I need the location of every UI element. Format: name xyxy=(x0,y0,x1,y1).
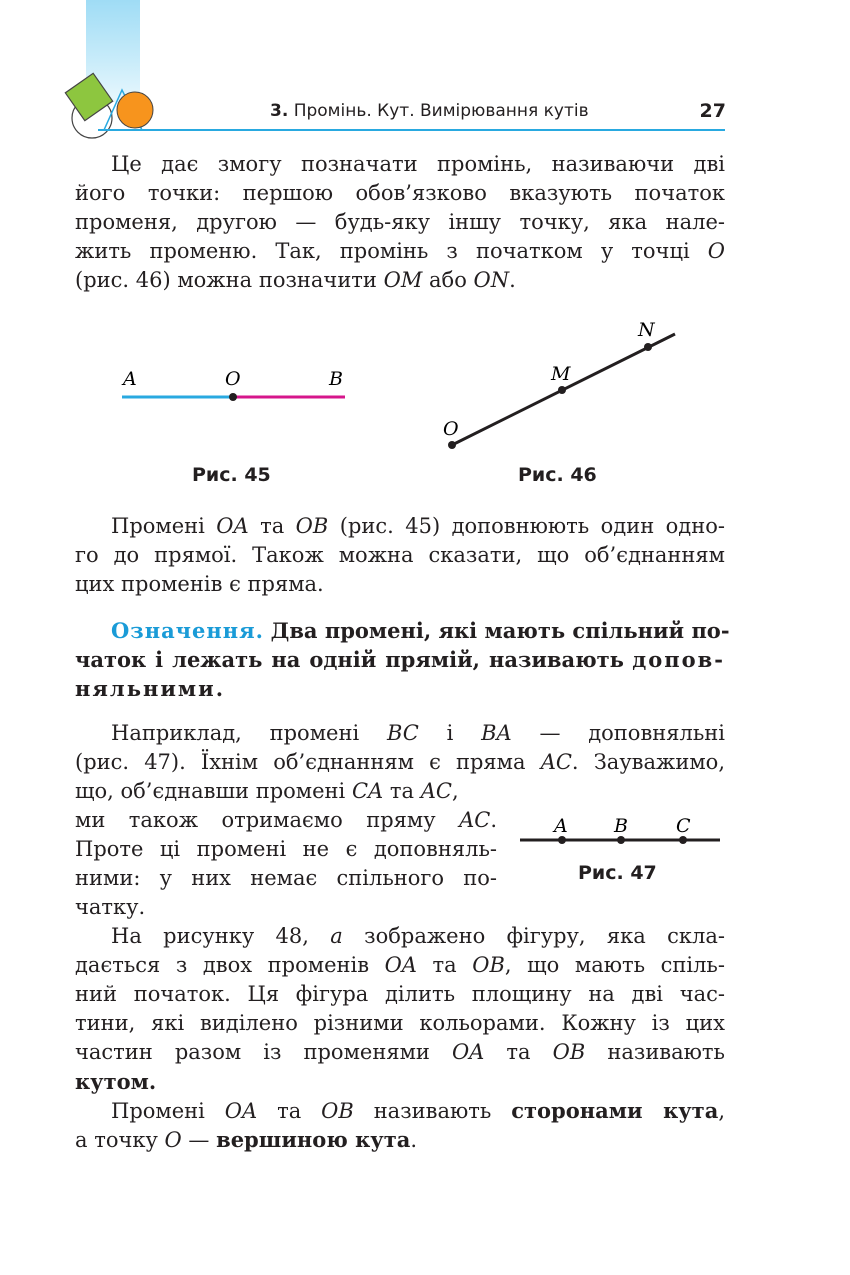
label-b: B xyxy=(614,815,628,837)
text-line: променя, другою — будь-яку іншу точку, яка нале- xyxy=(75,210,725,234)
text-line: На рисунку 48, а зображено фігуру, яка скла- xyxy=(111,924,725,948)
point-c-dot xyxy=(679,836,687,844)
text-line: тини, які виділено різними кольорами. Кожну із цих xyxy=(75,1011,725,1035)
running-header xyxy=(270,101,589,121)
text-line: частин разом із променями OA та OB називають xyxy=(75,1040,725,1064)
label-b: B xyxy=(329,368,343,390)
figure-46-caption: Рис. 46 xyxy=(518,464,597,486)
text-line: кутом. xyxy=(75,1069,157,1094)
text-line: го до прямої. Також можна сказати, що об’єднанням xyxy=(75,543,725,567)
text-line: дається з двох променів OA та OB, що мають спіль- xyxy=(75,953,725,977)
text-line: жить променю. Так, промінь з початком у точці O xyxy=(75,239,725,263)
text-line: Означення. Два промені, які мають спільний по- xyxy=(111,618,730,643)
text-line: Промені OA та OB називають сторонами кута, xyxy=(111,1098,725,1123)
label-o: O xyxy=(443,418,459,440)
figure-46 xyxy=(430,310,700,460)
label-n: N xyxy=(638,319,655,341)
figure-47-caption: Рис. 47 xyxy=(578,862,657,884)
chapter-number: 3. xyxy=(270,101,289,121)
text-line: няльними. xyxy=(75,676,226,701)
point-n-dot xyxy=(644,343,652,351)
text-line: (рис. 47). Їхнім об’єднанням є пряма AC. Зауважимо, xyxy=(75,750,725,774)
label-m: M xyxy=(551,363,571,385)
text-line: ними: у них немає спільного по- xyxy=(75,866,497,890)
figure-45 xyxy=(110,360,360,420)
point-o-dot xyxy=(448,441,456,449)
text-line: цих променів є пряма. xyxy=(75,572,324,596)
text-line: Наприклад, промені BC і BA — доповняльні xyxy=(111,721,725,745)
text-line: ми також отримаємо пряму AC. xyxy=(75,808,497,832)
label-c: C xyxy=(676,815,691,837)
label-a: A xyxy=(123,368,137,390)
text-line: чатку. xyxy=(75,895,146,919)
header-logo xyxy=(62,70,162,150)
point-b-dot xyxy=(617,836,625,844)
header-rule xyxy=(98,129,725,131)
text-line: а точку O — вершиною кута. xyxy=(75,1127,418,1152)
definition-term: Означення. xyxy=(111,618,264,643)
text-line: чаток і лежать на одній прямій, називають допов- xyxy=(75,647,725,672)
text-line: Це дає змогу позначати промінь, називаючи дві xyxy=(111,152,725,176)
figure-47 xyxy=(515,810,725,855)
point-o-dot xyxy=(229,393,237,401)
label-a: A xyxy=(554,815,568,837)
text-line: (рис. 46) можна позначити OM або ON. xyxy=(75,268,516,292)
point-a-dot xyxy=(558,836,566,844)
text-line: Промені OA та OB (рис. 45) доповнюють один одно- xyxy=(111,514,725,538)
text-line: що, об’єднавши промені CA та AC, xyxy=(75,779,459,803)
page-number: 27 xyxy=(699,100,726,122)
figure-45-caption: Рис. 45 xyxy=(192,464,271,486)
text-line: Проте ці промені не є доповняль- xyxy=(75,837,497,861)
point-m-dot xyxy=(558,386,566,394)
chapter-title: Промінь. Кут. Вимірювання кутів xyxy=(293,101,589,121)
logo-orange-circle xyxy=(117,92,153,128)
label-o: O xyxy=(225,368,241,390)
text-line: ний початок. Ця фігура ділить площину на дві час- xyxy=(75,982,725,1006)
text-line: його точки: першою обов’язково вказують початок xyxy=(75,181,725,205)
